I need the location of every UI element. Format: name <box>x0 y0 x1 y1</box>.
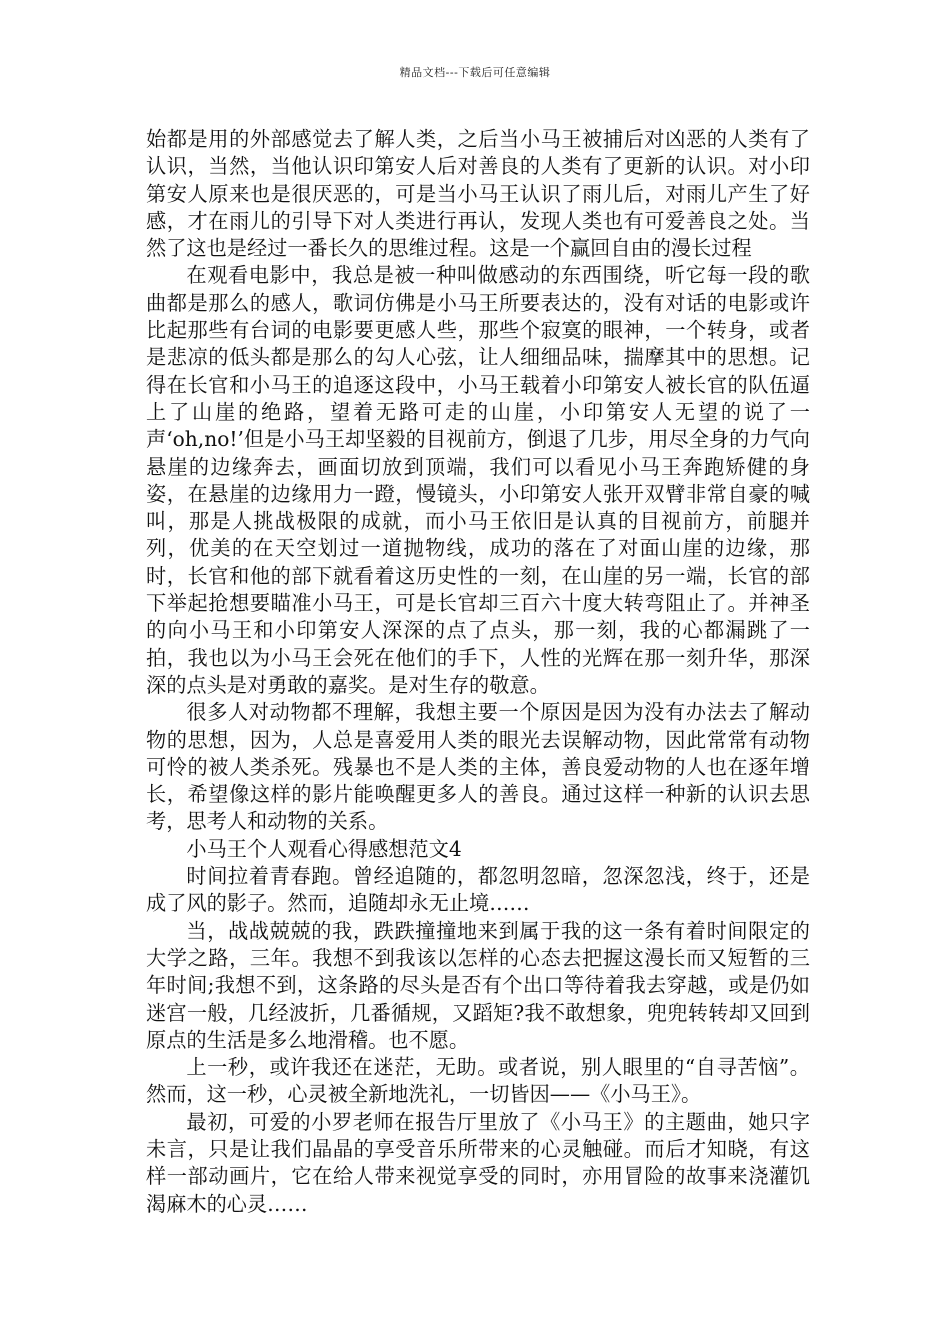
page-header: 精品文档---下载后可任意编辑 <box>399 66 551 79</box>
paragraph-4: 时间拉着青春跑。曾经追随的，都忽明忽暗，忽深忽浅，终于，还是成了风的影子。然而，追随却永无止境…… <box>146 864 810 916</box>
paragraph-2: 在观看电影中，我总是被一种叫做感动的东西围绕，听它每一段的歌曲都是那么的感人，歌词仿佛是小马王所要表达的，没有对话的电影或许比起那些有台词的电影要更感人些，那些个寂寞的眼神，一个转身，或者是悲凉的低头都是那么的勾人心弦，让人细细品味，揣摩其中的思想。记得在长官和小马王的追逐这段中，小马王载着小印第安人被长官的队伍逼上了山崖的绝路，望着无路可走的山崖，小印第安人无望的说了一声‘oh,no!’但是小马王却坚毅的目视前方，倒退了几步，用尽全身的力气向悬崖的边缘奔去，画面切放到顶端，我们可以看见小马王奔跑矫健的身姿，在悬崖的边缘用力一蹬，慢镜头，小印第安人张开双臂非常自豪的喊叫，那是人挑战极限的成就，而小马王依旧是认真的目视前方，前腿并列，优美的在天空划过一道抛物线，成功的落在了对面山崖的边缘，那时，长官和他的部下就看着这历史性的一刻，在山崖的另一端，长官的部下举起抢想要瞄准小马王，可是长官却三百六十度大转弯阻止了。并神圣的向小马王和小印第安人深深的点了点头，那一刻，我的心都漏跳了一拍，我也以为小马王会死在他们的手下，人性的光辉在那一刻升华，那深深的点头是对勇敢的嘉奖。是对生存的敬意。 <box>146 263 810 697</box>
section-heading: 小马王个人观看心得感想范文4 <box>186 836 462 861</box>
paragraph-5: 当，战战兢兢的我，跌跌撞撞地来到属于我的这一条有着时间限定的大学之路，三年。我想不到我该以怎样的心态去把握这漫长而又短暂的三年时间;我想不到，这条路的尽头是否有个出口等待着我去穿越，或是仍如迷宫一般，几经波折，几番循规，又蹈矩?我不敢想象，兜兜转转却又回到原点的生活是多么地滑稽。也不愿。 <box>146 918 810 1052</box>
paragraph-3: 很多人对动物都不理解，我想主要一个原因是因为没有办法去了解动物的思想，因为，人总是喜爱用人类的眼光去误解动物，因此常常有动物可怜的被人类杀死。残暴也不是人类的主体，善良爱动物的人也在逐年增长，希望像这样的影片能唤醒更多人的善良。通过这样一种新的认识去思考，思考人和动物的关系。 <box>146 700 810 834</box>
paragraph-6: 上一秒，或许我还在迷茫，无助。或者说，别人眼里的“自寻苦恼”。然而，这一秒，心灵被全新地洗礼，一切皆因——《小马王》。 <box>146 1055 810 1107</box>
paragraph-1: 始都是用的外部感觉去了解人类，之后当小马王被捕后对凶恶的人类有了认识，当然，当他认识印第安人后对善良的人类有了更新的认识。对小印第安人原来也是很厌恶的，可是当小马王认识了雨儿后，对雨儿产生了好感，才在雨儿的引导下对人类进行再认，发现人类也有可爱善良之处。当然了这也是经过一番长久的思维过程。这是一个赢回自由的漫长过程 <box>146 127 810 261</box>
document-body <box>146 126 810 1218</box>
paragraph-7: 最初，可爱的小罗老师在报告厅里放了《小马王》的主题曲，她只字未言，只是让我们晶晶的享受音乐所带来的心灵触碰。而后才知晓，有这样一部动画片，它在给人带来视觉享受的同时，亦用冒险的故事来浇灌饥渴麻木的心灵…… <box>146 1109 810 1216</box>
